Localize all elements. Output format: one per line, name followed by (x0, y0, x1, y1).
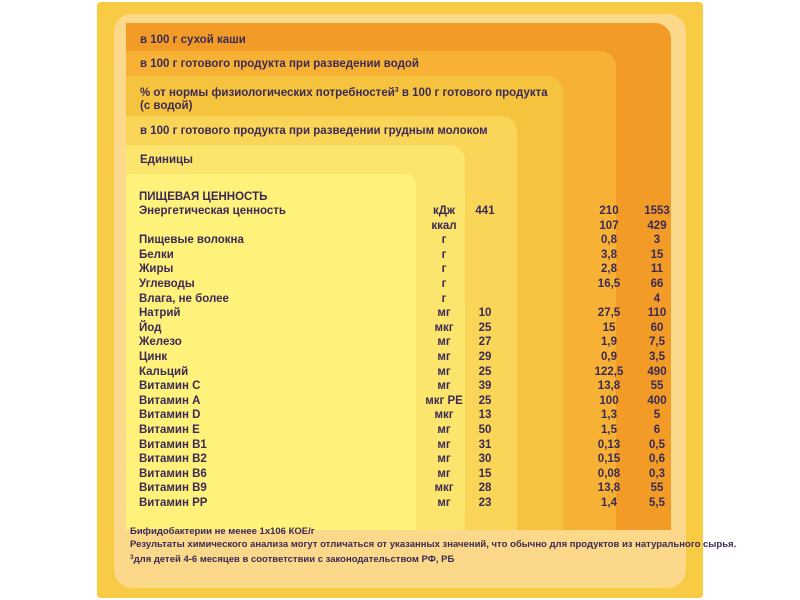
unit-cell: мг (437, 365, 451, 378)
water-value-cell: 0,9 (601, 350, 617, 363)
dry-value-cell: 4 (653, 292, 661, 305)
nutrient-name: Витамин С (139, 380, 201, 393)
percent-cell: 29 (478, 350, 492, 363)
water-value-cell: 0,8 (601, 234, 617, 247)
unit-cell: г (441, 248, 447, 261)
footer-footnote-text: для детей 4-6 месяцев в соответствии с законодательством РФ, РБ (133, 554, 455, 565)
water-value-cell: 210 (599, 205, 619, 217)
footer-notes (130, 525, 736, 566)
footnote-sup: 3 (130, 554, 134, 561)
nutrient-name: Пищевые волокна (139, 234, 244, 247)
water-value-cell: 0,15 (597, 453, 621, 466)
header-percent-tail: в 100 г готового продукта (398, 87, 548, 99)
water-value-cell: 122,5 (594, 365, 624, 378)
nutrient-name: Жиры (139, 263, 174, 276)
percent-cell: 10 (478, 307, 492, 320)
nutrient-name: Витамин Е (139, 423, 200, 436)
dry-value-cell: 5,5 (649, 496, 665, 509)
table-row (139, 262, 679, 277)
table-row (139, 379, 679, 394)
nutrient-name: Белки (139, 248, 174, 261)
table-row (139, 219, 679, 234)
nutrient-name: Энергетическая ценность (139, 205, 286, 217)
table-row (139, 394, 679, 409)
table-row (139, 452, 679, 467)
unit-cell: ккал (431, 219, 457, 232)
dry-value-cell: 6 (653, 423, 661, 436)
unit-cell: г (441, 234, 447, 247)
table-row (139, 365, 679, 380)
water-value-cell: 1,4 (601, 496, 617, 509)
percent-cell: 28 (478, 482, 492, 495)
nutrient-name: Витамин В1 (139, 438, 207, 451)
table-row (139, 438, 679, 453)
nutrient-name: Натрий (139, 307, 181, 320)
water-value-cell: 1,9 (601, 336, 617, 349)
nutrient-name: Углеводы (139, 277, 195, 290)
nutrient-name: Железо (139, 336, 182, 349)
dry-value-cell: 11 (650, 263, 664, 276)
nutrient-name: Витамин D (139, 409, 201, 422)
unit-cell: мг (437, 467, 451, 480)
water-value-cell: 27,5 (597, 307, 621, 320)
section-title: ПИЩЕВАЯ ЦЕННОСТЬ (139, 191, 268, 203)
water-value-cell: 0,08 (597, 467, 621, 480)
table-row (139, 248, 679, 263)
dry-value-cell: 0,6 (649, 453, 665, 466)
percent-cell: 13 (478, 409, 492, 422)
nutrient-name: Витамин РР (139, 496, 208, 509)
dry-value-cell: 15 (650, 248, 664, 261)
unit-cell: мг (437, 380, 451, 393)
percent-cell: 15 (478, 467, 492, 480)
percent-cell: 27 (478, 336, 492, 349)
nutrient-name: Витамин В6 (139, 467, 207, 480)
unit-cell: мг (437, 423, 451, 436)
percent-cell: 39 (478, 380, 492, 393)
water-value-cell: 13,8 (597, 482, 621, 495)
dry-value-cell: 400 (647, 394, 667, 407)
water-value-cell: 13,8 (597, 380, 621, 393)
table-row (139, 496, 679, 511)
unit-cell: мкг РЕ (425, 394, 463, 407)
nutrient-name: Витамин В9 (139, 482, 207, 495)
dry-value-cell: 60 (650, 321, 664, 334)
dry-value-cell: 429 (647, 219, 667, 232)
unit-cell: мг (437, 496, 451, 509)
header-units: Единицы (140, 154, 193, 166)
percent-cell: 25 (478, 321, 492, 334)
percent-cell: 30 (478, 453, 492, 466)
dry-value-cell: 7,5 (649, 336, 665, 349)
nutrient-name: Влага, не более (139, 292, 229, 305)
header-water: в 100 г готового продукта при разведении водой (140, 58, 419, 70)
header-dry: в 100 г сухой каши (140, 34, 246, 46)
water-value-cell: 0,13 (597, 438, 621, 451)
nutrient-name: Витамин В2 (139, 453, 207, 466)
unit-cell: г (441, 292, 447, 305)
unit-cell: г (441, 263, 447, 276)
nutrition-table (139, 191, 679, 510)
footer-bifido: Бифидобактерии не менее 1х106 КОЕ/г (130, 526, 315, 537)
table-row (139, 292, 679, 307)
percent-cell: 441 (475, 205, 495, 217)
dry-value-cell: 1553 (644, 205, 670, 217)
dry-value-cell: 0,5 (649, 438, 665, 451)
table-row (139, 321, 679, 336)
dry-value-cell: 490 (647, 365, 667, 378)
footer-footnote (130, 551, 736, 566)
header-percent-line2: (с водой) (140, 100, 193, 112)
unit-cell: мкг (434, 482, 454, 495)
table-row (139, 277, 679, 292)
nutrient-name: Кальций (139, 365, 189, 378)
water-value-cell: 16,5 (597, 277, 621, 290)
unit-cell: мг (437, 438, 451, 451)
table-row (139, 467, 679, 482)
nutrient-name: Йод (139, 321, 162, 334)
water-value-cell: 1,5 (601, 423, 617, 436)
unit-cell: мг (437, 336, 451, 349)
unit-cell: мкг (434, 409, 454, 422)
water-value-cell: 100 (599, 394, 619, 407)
table-row (139, 233, 679, 248)
unit-cell: кДж (432, 205, 456, 217)
percent-cell: 25 (478, 394, 492, 407)
water-value-cell: 1,3 (601, 409, 617, 422)
table-row (139, 335, 679, 350)
table-row (139, 423, 679, 438)
percent-cell: 31 (478, 438, 492, 451)
footer-disclaimer: Результаты химического анализа могут отличаться от указанных значений, что обычно для продуктов из натурального сырья. (130, 539, 737, 550)
unit-cell: мг (437, 453, 451, 466)
dry-value-cell: 55 (650, 482, 664, 495)
water-value-cell: 107 (599, 219, 619, 232)
dry-value-cell: 55 (650, 380, 664, 393)
table-row (139, 350, 679, 365)
nutrient-name: Витамин А (139, 394, 201, 407)
percent-cell: 23 (478, 496, 492, 509)
unit-cell: мг (437, 350, 451, 363)
water-value-cell: 15 (602, 321, 616, 334)
table-row (139, 408, 679, 423)
dry-value-cell: 3 (653, 234, 661, 247)
table-rows (139, 204, 679, 510)
unit-cell: мг (437, 307, 451, 320)
footnote-marker: 3 (394, 87, 399, 94)
dry-value-cell: 5 (653, 409, 661, 422)
unit-cell: мкг (434, 321, 454, 334)
table-row (139, 204, 679, 219)
percent-cell: 50 (478, 423, 492, 436)
dry-value-cell: 66 (650, 277, 664, 290)
table-row (139, 306, 679, 321)
water-value-cell: 2,8 (601, 263, 617, 276)
table-row (139, 481, 679, 496)
dry-value-cell: 0,3 (649, 467, 665, 480)
unit-cell: г (441, 277, 447, 290)
header-percent-line1: % от нормы физиологических потребностей (140, 87, 395, 99)
water-value-cell: 3,8 (601, 248, 617, 261)
nutrient-name: Цинк (139, 350, 168, 363)
header-percent (140, 84, 548, 113)
percent-cell: 25 (478, 365, 492, 378)
header-milk: в 100 г готового продукта при разведении грудным молоком (140, 125, 488, 137)
dry-value-cell: 110 (647, 307, 667, 320)
dry-value-cell: 3,5 (649, 350, 665, 363)
